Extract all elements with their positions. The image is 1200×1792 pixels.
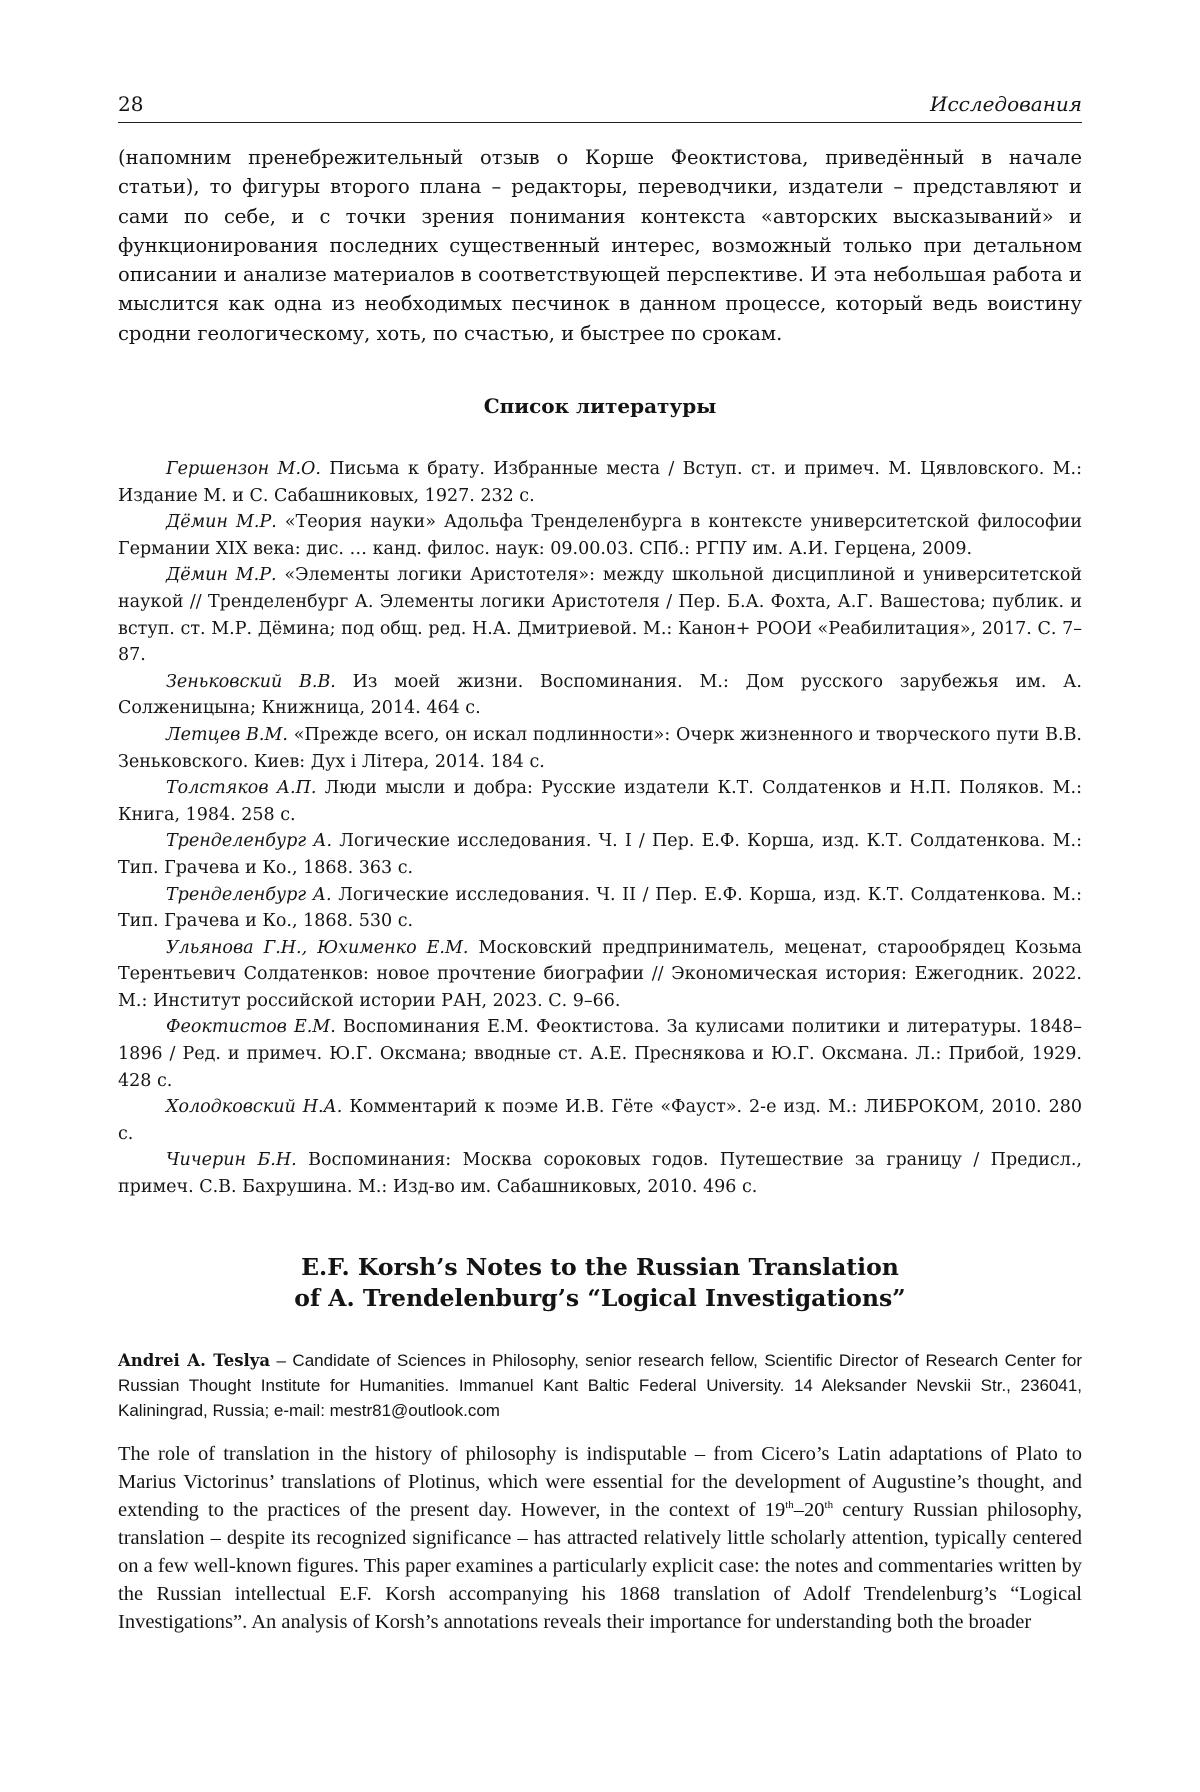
reference-author: Чичерин Б.Н. [166, 1150, 297, 1171]
reference-text: «Элементы логики Аристотеля»: между школьной дисциплиной и университетской наукой // Тренделенбург А. Элементы логики Аристотеля / Пер. Б.А. Фохта, А.Г. Вашестова; публик. и вступ. ст. М.Р. Дёмина; под общ. ред. Н.А. Дмитриевой. М.: Канон+ РООИ «Реабилитация», 2017. С. 7–87. [118, 565, 1082, 666]
reference-item [118, 935, 1082, 1015]
reference-text: Логические исследования. Ч. I / Пер. Е.Ф. Корша, изд. К.Т. Солдатенкова. М.: Тип. Грачева и Ко., 1868. 363 с. [118, 831, 1082, 878]
reference-item [118, 562, 1082, 668]
reference-item [118, 669, 1082, 722]
abstract-text: –20 [793, 1499, 825, 1521]
reference-item [118, 1147, 1082, 1200]
page-number: 28 [118, 92, 144, 116]
title-line: of A. Trendelenburg’s “Logical Investigations” [294, 1284, 906, 1312]
document-page [118, 0, 1082, 1792]
reference-text: Логические исследования. Ч. II / Пер. Е.Ф. Корша, изд. К.Т. Солдатенкова. М.: Тип. Грачева и Ко., 1868. 530 с. [118, 884, 1082, 932]
reference-text: Письма к брату. Избранные места / Вступ. ст. и примеч. М. Цявловского. М.: Издание М. и С. Сабашниковых, 1927. 232 с. [118, 459, 1082, 506]
reference-item [118, 509, 1082, 562]
reference-author: Дёмин М.Р. [166, 512, 277, 533]
abstract-paragraph [118, 1440, 1082, 1636]
author-info [118, 1348, 1082, 1423]
reference-author: Гершензон М.О. [166, 459, 321, 479]
reference-item [118, 1094, 1082, 1147]
reference-item [118, 722, 1082, 775]
running-header [118, 92, 1082, 123]
reference-item [118, 456, 1082, 509]
author-affiliation: – Candidate of Sciences in Philosophy, senior research fellow, Scientific Director of Research Center for Russian Thought Institute for Humanities. Immanuel Kant Baltic Federal University. 14 Aleksander Nevskii Str., 236041, Kaliningrad, Russia; e-mail: mestr81@outlook.com [118, 1351, 1082, 1420]
reference-text: «Прежде всего, он искал подлинности»: Очерк жизненного и творческого пути В.В. Зеньковского. Киев: Дух і Літера, 2014. 184 с. [118, 724, 1082, 772]
reference-text: Московский предприниматель, меценат, старообрядец Козьма Терентьевич Солдатенков: новое прочтение биографии // Экономическая история: Ежегодник. 2022. М.: Институт российской истории РАН, 2023. С. 9–66. [118, 937, 1082, 1011]
superscript: th [824, 1499, 834, 1512]
english-article-title [118, 1252, 1082, 1314]
section-title: Исследования [930, 92, 1082, 116]
reference-text: Воспоминания Е.М. Феоктистова. За кулисами политики и литературы. 1848–1896 / Ред. и примеч. Ю.Г. Оксмана; вводные ст. А.Е. Преснякова и Ю.Г. Оксмана. Л.: Прибой, 1929. 428 с. [118, 1017, 1082, 1091]
reference-author: Дёмин М.Р. [166, 565, 277, 586]
reference-author: Ульянова Г.Н., Юхименко Е.М. [166, 937, 469, 958]
reference-item [118, 828, 1082, 881]
reference-text: Люди мысли и добра: Русские издатели К.Т. Солдатенков и Н.П. Поляков. М.: Книга, 1984. 258 с. [118, 778, 1082, 825]
reference-author: Зеньковский В.В. [166, 671, 336, 692]
references-heading: Список литературы [483, 394, 717, 418]
reference-item [118, 1014, 1082, 1094]
reference-text: Из моей жизни. Воспоминания. М.: Дом русского зарубежья им. А. Солженицына; Книжница, 2014. 464 с. [118, 671, 1082, 719]
reference-text: «Теория науки» Адольфа Тренделенбурга в контексте университетской философии Германии XIX века: дис. … канд. филос. наук: 09.00.03. СПб.: РГПУ им. А.И. Герцена, 2009. [118, 512, 1082, 559]
intro-paragraph: (напомним пренебрежительный отзыв о Корше Феоктистова, приведённый в начале статьи), то фигуры второго плана – редакторы, переводчики, издатели – представляют и сами по себе, и с точки зрения понимания контекста «авторских высказываний» и функционирования последних существенный интерес, возможный только при детальном описании и анализе материалов в соответствующей перспективе. И эта небольшая работа и мыслится как одна из необходимых песчинок в данном процессе, который ведь воистину сродни геологическому, хоть, по счастью, и быстрее по срокам. [118, 146, 1082, 345]
title-line: E.F. Korsh’s Notes to the Russian Translation [301, 1253, 899, 1281]
reference-item [118, 882, 1082, 935]
reference-author: Летцев В.М. [166, 724, 288, 745]
reference-text: Комментарий к поэме И.В. Гёте «Фауст». 2-е изд. М.: ЛИБРОКОМ, 2010. 280 с. [118, 1097, 1082, 1144]
references-list [118, 456, 1082, 1201]
abstract-text: The role of translation in the history of philosophy is indisputable – from Cicero’s Latin adaptations of Plato to Marius Victorinus’ translations of Plotinus, which were essential for the development of Augustine’s thought, and extending to the practices of the present day. However, in the context of 19 [118, 1443, 1082, 1521]
reference-author: Тренделенбург А. [166, 831, 333, 852]
reference-item [118, 775, 1082, 828]
reference-author: Холодковский Н.А. [166, 1097, 343, 1118]
reference-author: Тренделенбург А. [166, 884, 332, 905]
author-name: Andrei A. Teslya [118, 1351, 271, 1370]
abstract-text: century Russian philosophy, translation – despite its recognized significance – has attracted relatively little scholarly attention, typically centered on a few well-known figures. This paper examines a particularly explicit case: the notes and commentaries written by the Russian intellectual E.F. Korsh accompanying his 1868 translation of Adolf Trendelenburg’s “Logical Investigations”. An analysis of Korsh’s annotations reveals their importance for understanding both the broader [118, 1499, 1082, 1633]
reference-author: Феоктистов Е.М. [166, 1017, 336, 1038]
superscript: th [785, 1499, 794, 1512]
reference-author: Толстяков А.П. [166, 778, 317, 799]
reference-text: Воспоминания: Москва сороковых годов. Путешествие за границу / Предисл., примеч. С.В. Бахрушина. М.: Изд-во им. Сабашниковых, 2010. 496 с. [118, 1150, 1082, 1198]
